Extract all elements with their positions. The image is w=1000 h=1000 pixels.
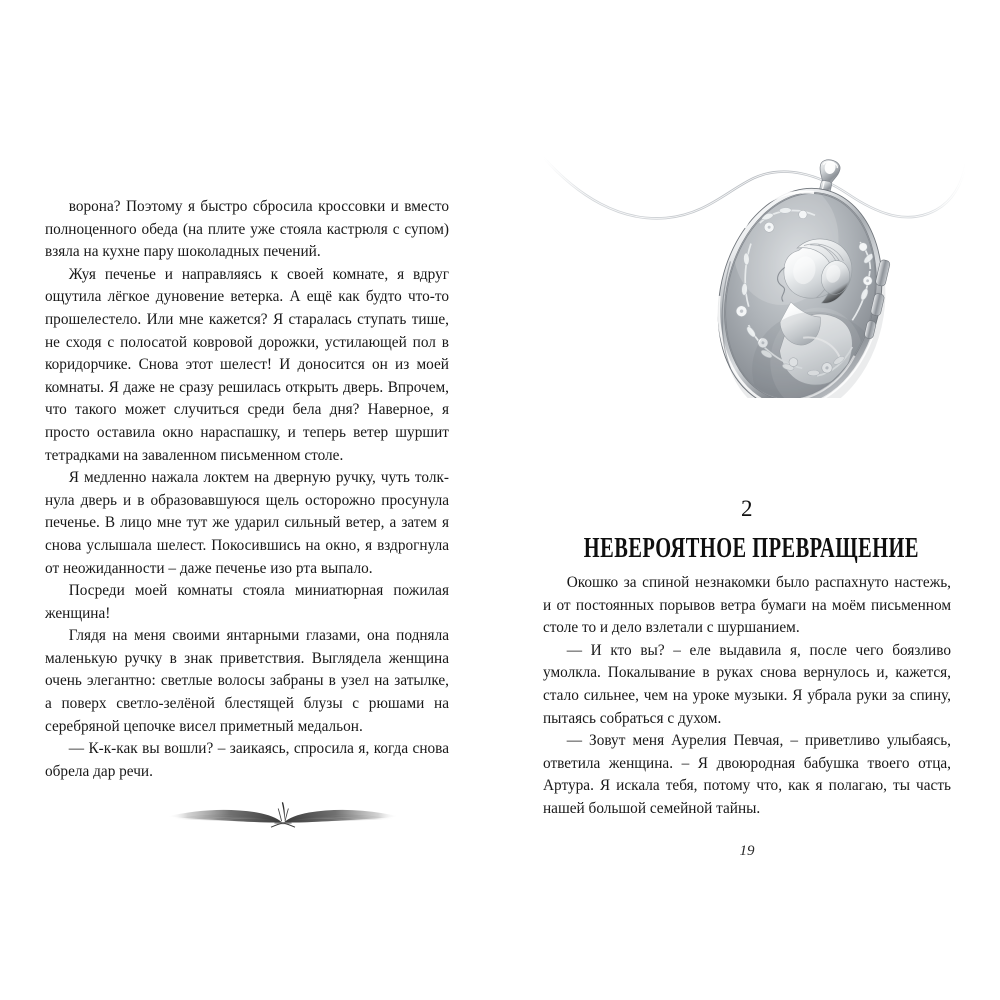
locket-pendant bbox=[693, 142, 929, 398]
paragraph: Жуя печенье и направляясь к своей комнате, я вдруг ощутила лёгкое дуновение ветерка. А ещё как будто что-то прошелестело. Или мне кажется? Я старалась ступать тише, не сходя с полосатой ковровой дорожки, устилающей пол в коридорчике. Снова этот шелест! И доносится он из моей комнаты. Я даже не сразу решилась открыть дверь. Впрочем, что такого может случиться среди бела дня? Наверное, я просто оставила окно нараспашку, и теперь ветер шуршит тетрадками на заваленном письменном столе. bbox=[45, 265, 449, 464]
paragraph: Посреди моей комнаты стояла миниатюрная пожилая женщина! bbox=[45, 582, 449, 622]
left-page bbox=[45, 0, 449, 1000]
paragraph: Я медленно нажала локтем на дверную ручку, чуть толкнула дверь и в образовавшуюся щель осторожно просунула печенье. В лицо мне тут же ударил сильный ветер, а затем я снова услышала шелест. Покосившись на окно, я вздрогнула от неожиданности – даже печенье изо рта выпало. bbox=[45, 469, 449, 577]
cameo-locket-illustration bbox=[500, 118, 1000, 398]
paragraph: — К-к-как вы вошли? – заикаясь, спросила я, когда снова обрела дар речи. bbox=[45, 740, 449, 780]
paragraph: — И кто вы? – еле выдавила я, после чего боязливо умолкла. Покалывание в руках снова вернулось и, кажется, стало сильнее, чем на уроке музыки. Я убрала руки за спину, пытаясь собраться с духом. bbox=[543, 641, 951, 727]
left-page-textblock bbox=[45, 196, 449, 783]
paragraph: Глядя на меня своими янтарными глазами, она подняла маленькую ручку в знак приветствия. Выглядела женщина очень элегантно: светлые волосы забраны в узел на затылке, а поверх светло-зелёной блестящей блузы с рюшами на серебряной цепочке висел приметный медальон. bbox=[45, 627, 449, 735]
chapter-heading bbox=[543, 496, 951, 564]
paragraph: ворона? Поэтому я быстро сбросила кроссовки и вместо полноценного обеда (на плите уже стояла кастрюля с супом) взяла на кухне пару шоколадных печений. bbox=[45, 198, 449, 261]
page-number: 19 bbox=[739, 843, 755, 859]
chapter-number: 2 bbox=[741, 496, 753, 521]
paragraph: Окошко за спиной незнакомки было распахнуто настежь, и от постоянных порывов ветра бумаги на моём письменном столе то и дело взлетали с шуршанием. bbox=[543, 574, 951, 637]
paragraph: — Зовут меня Аурелия Певчая, – приветливо улыбаясь, ответила женщина. – Я двоюродная бабушка твоего отца, Артура. Я искала тебя, потому что, как я полагаю, ты часть нашей большой семейной тайны. bbox=[543, 732, 951, 817]
right-page-textblock bbox=[543, 572, 951, 821]
chapter-title: НЕВЕРОЯТНОЕ ПРЕВРАЩЕНИЕ bbox=[583, 531, 919, 564]
necklace-chain bbox=[544, 158, 966, 218]
wing-flourish-ornament bbox=[165, 798, 401, 834]
